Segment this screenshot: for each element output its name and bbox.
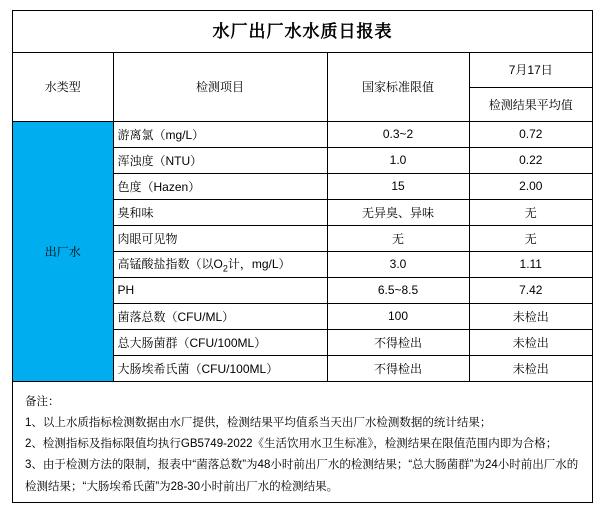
cell-item: 浑浊度（NTU） xyxy=(113,147,327,173)
cell-standard: 不得检出 xyxy=(327,355,469,381)
cell-result: 未检出 xyxy=(469,303,592,329)
cell-result: 未检出 xyxy=(469,355,592,381)
cell-item: 色度（Hazen） xyxy=(113,173,327,199)
cell-item-subscript: 2 xyxy=(222,263,228,274)
cell-item: 大肠埃希氏菌（CFU/100ML） xyxy=(113,355,327,381)
cell-result: 0.72 xyxy=(469,121,592,147)
cell-item: 总大肠菌群（CFU/100ML） xyxy=(113,329,327,355)
cell-result: 1.11 xyxy=(469,251,592,277)
cell-result: 2.00 xyxy=(469,173,592,199)
cell-item: 游离氯（mg/L） xyxy=(113,121,327,147)
notes-label: 备注： xyxy=(25,395,60,408)
report-frame xyxy=(12,10,593,503)
water-quality-table xyxy=(13,53,592,382)
header-water-type: 水类型 xyxy=(13,53,113,121)
note-item: 3、由于检测方法的限制，报表中“菌落总数”为48小时前出厂水的检测结果；“总大肠菌群”为24小时前出厂水的检测结果；“大肠埃希氏菌”为28-30小时前出厂水的检测结果。 xyxy=(25,459,579,493)
cell-result: 无 xyxy=(469,199,592,225)
cell-result: 7.42 xyxy=(469,277,592,303)
cell-item-text-post: 计，mg/L） xyxy=(227,256,291,271)
cell-item xyxy=(113,251,327,277)
cell-standard: 0.3~2 xyxy=(327,121,469,147)
header-standard-limit: 国家标准限值 xyxy=(327,53,469,121)
header-result-average: 检测结果平均值 xyxy=(469,87,592,121)
table-row xyxy=(13,121,592,147)
cell-standard: 3.0 xyxy=(327,251,469,277)
note-item: 2、检测指标及指标限值均执行GB5749-2022《生活饮用水卫生标准》，检测结果在限值范围内即为合格； xyxy=(25,438,558,451)
cell-item: 肉眼可见物 xyxy=(113,225,327,251)
table-header-row xyxy=(13,53,592,87)
cell-item-text-pre: 高锰酸盐指数（以O xyxy=(117,256,223,271)
cell-result: 未检出 xyxy=(469,329,592,355)
cell-item: 菌落总数（CFU/ML） xyxy=(113,303,327,329)
note-item: 1、以上水质指标检测数据由水厂提供，检测结果平均值系当天出厂水检测数据的统计结果； xyxy=(25,416,492,429)
header-item: 检测项目 xyxy=(113,53,327,121)
cell-standard: 不得检出 xyxy=(327,329,469,355)
cell-item: PH xyxy=(113,277,327,303)
cell-standard: 6.5~8.5 xyxy=(327,277,469,303)
cell-standard: 无 xyxy=(327,225,469,251)
notes-section xyxy=(13,382,592,506)
cell-result: 0.22 xyxy=(469,147,592,173)
cell-standard: 15 xyxy=(327,173,469,199)
cell-standard: 100 xyxy=(327,303,469,329)
cell-result: 无 xyxy=(469,225,592,251)
page-title: 水厂出厂水水质日报表 xyxy=(13,11,592,53)
header-date: 7月17日 xyxy=(469,53,592,87)
cell-water-type: 出厂水 xyxy=(13,121,113,381)
cell-standard: 无异臭、异味 xyxy=(327,199,469,225)
cell-item: 臭和味 xyxy=(113,199,327,225)
cell-standard: 1.0 xyxy=(327,147,469,173)
